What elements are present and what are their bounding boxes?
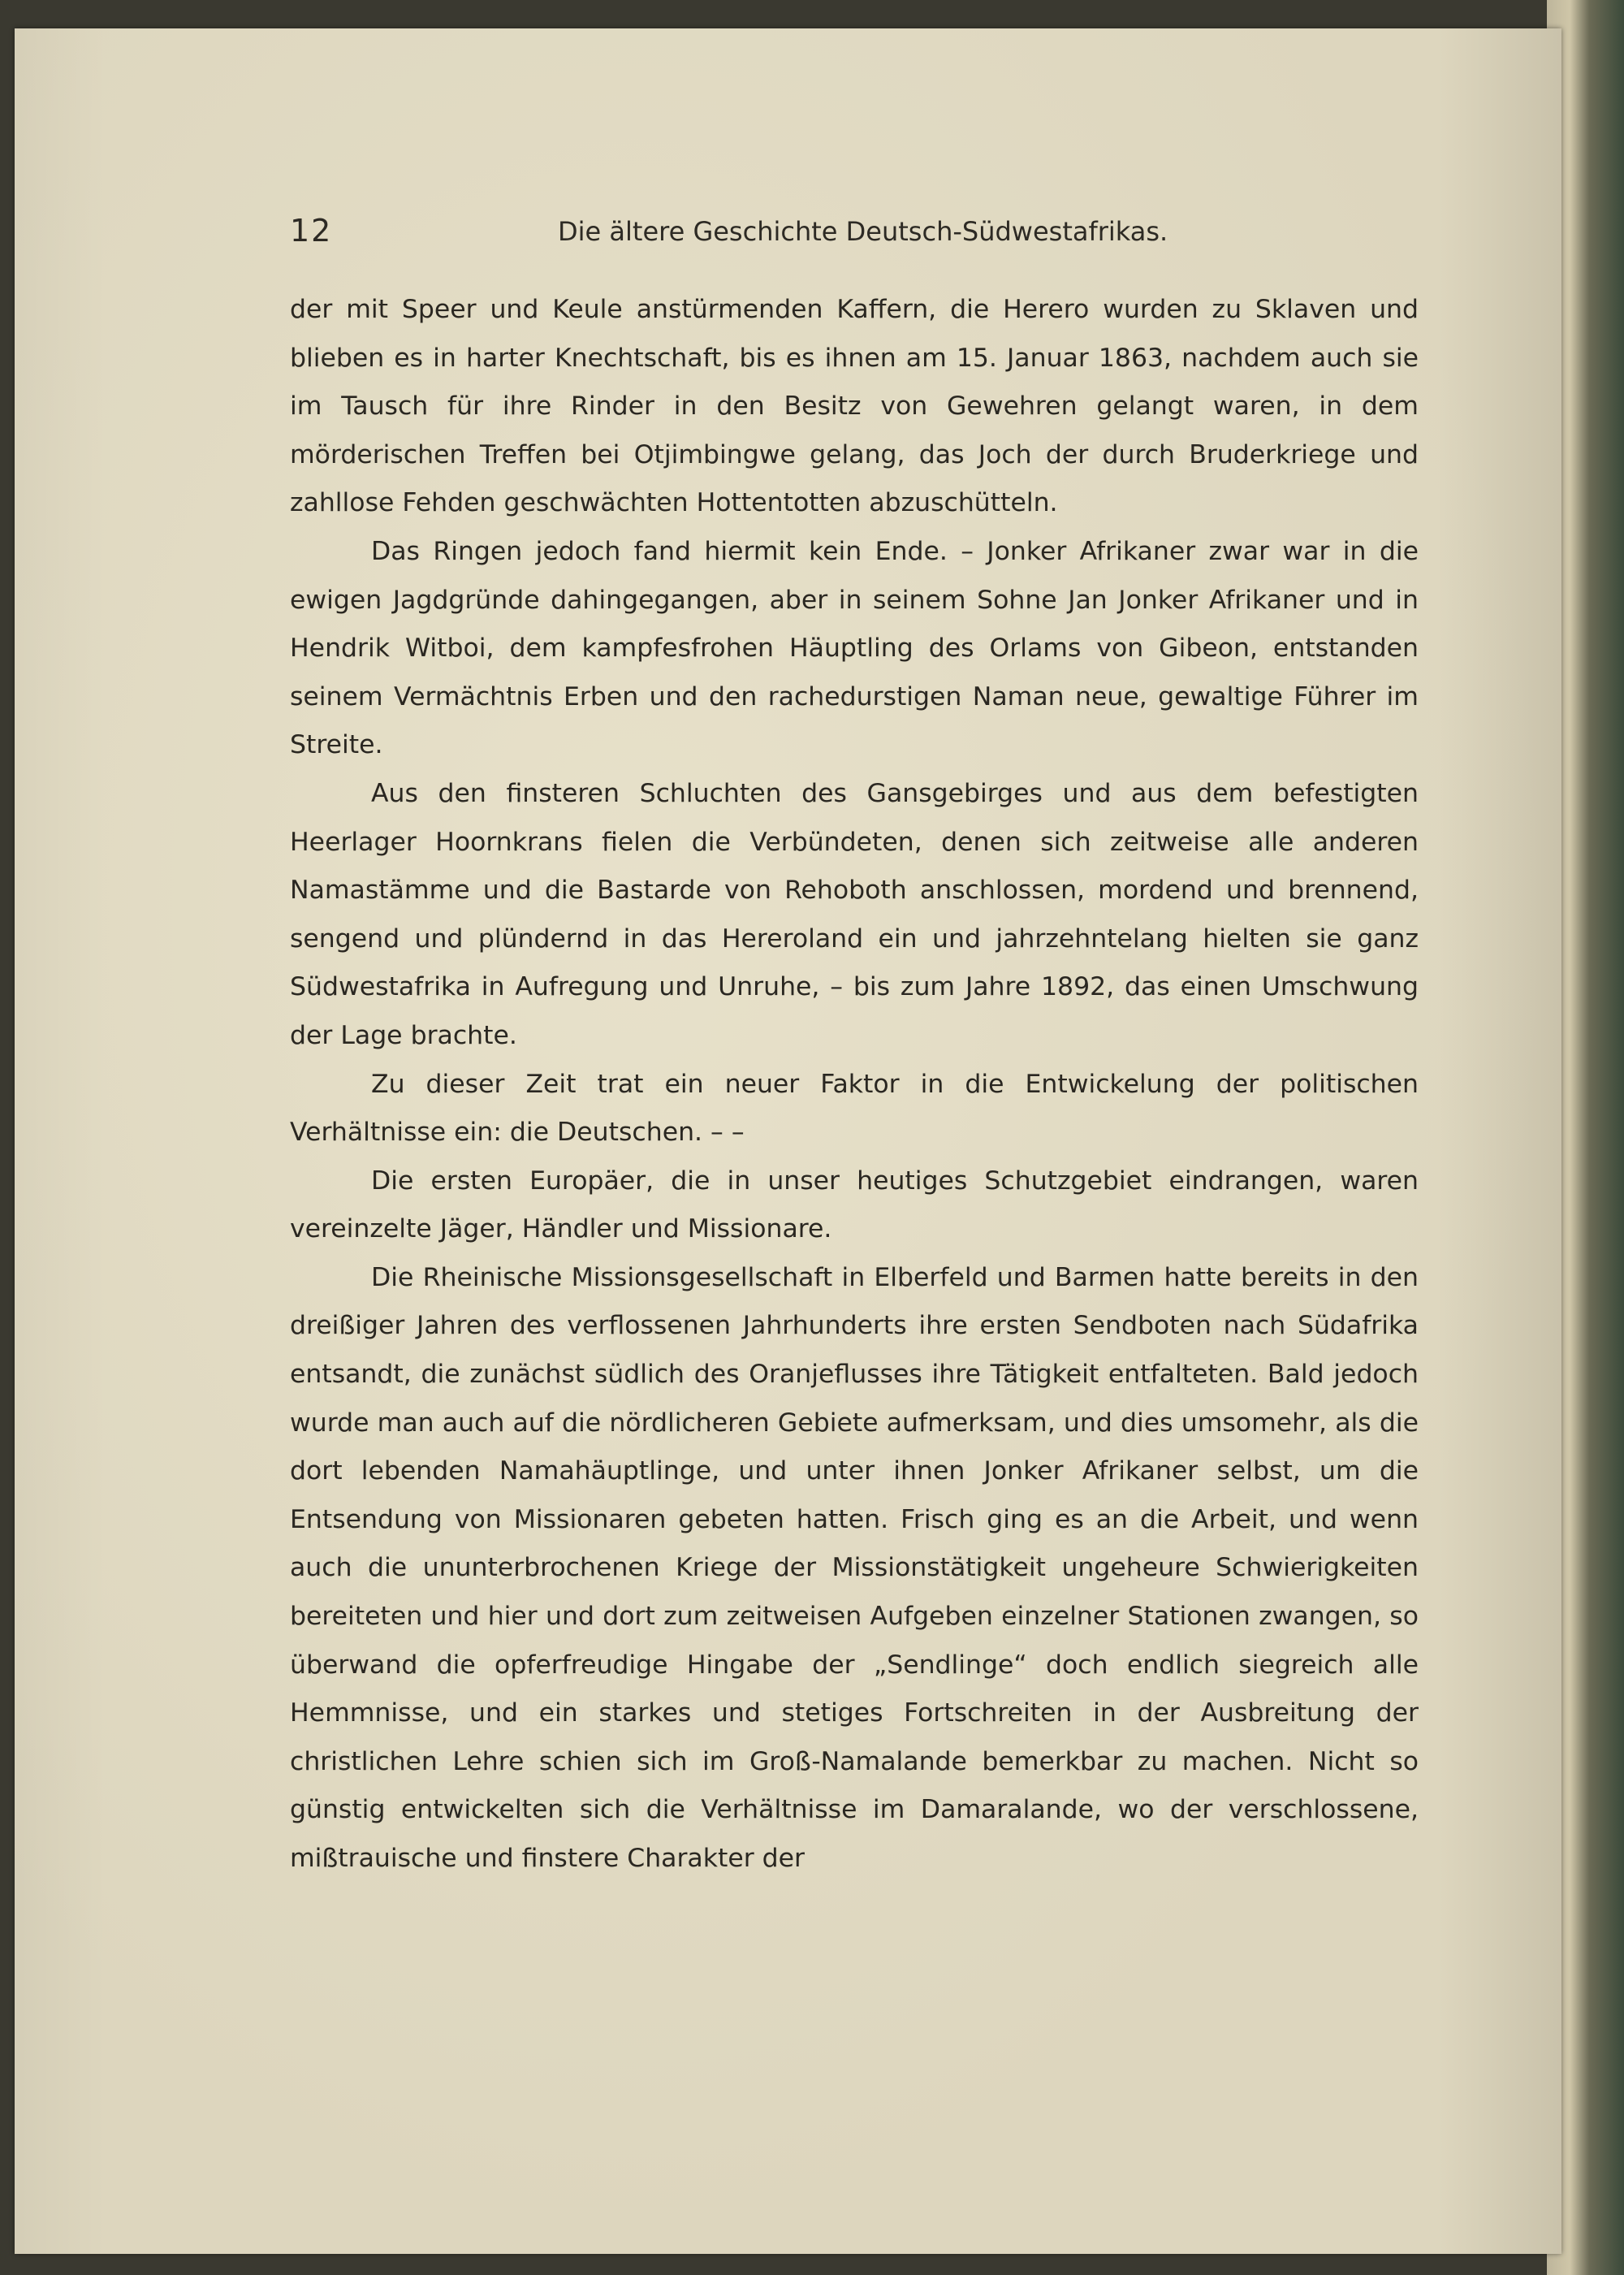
- running-title: Die ältere Geschichte Deutsch-Südwestafrikas.: [558, 216, 1168, 247]
- paragraph: Die ersten Europäer, die in unser heutiges Schutzgebiet eindrangen, waren vereinzelte Jäger, Händler und Missionare.: [290, 1166, 1419, 1244]
- page-header: [290, 213, 1419, 262]
- paragraph: Das Ringen jedoch fand hiermit kein Ende. – Jonker Afrikaner zwar war in die ewigen Jagdgründe dahingegangen, aber in seinem Sohne Jan Jonker Afrikaner und in Hendrik Witboi, dem kampfesfrohen Häuptling des Orlams von Gibeon, entstanden seinem Vermächtnis Erben und den rachedurstigen Naman neue, gewaltige Führer im Streite.: [290, 536, 1419, 760]
- paragraph: Zu dieser Zeit trat ein neuer Faktor in die Entwickelung der politischen Verhältnisse ein: die Deutschen. – –: [290, 1069, 1419, 1148]
- page-number: 12: [290, 213, 333, 249]
- paragraph-continuation: der mit Speer und Keule anstürmenden Kaffern, die Herero wurden zu Sklaven und blieben es in harter Knechtschaft, bis es ihnen am 15. Januar 1863, nachdem auch sie im Tausch für ihre Rinder in den Besitz von Gewehren gelangt waren, in dem mörderischen Treffen bei Otjimbingwe gelang, das Joch der durch Bruderkriege und zahllose Fehden geschwächten Hottentotten abzuschütteln.: [290, 295, 1419, 518]
- paragraph: Aus den finsteren Schluchten des Gansgebirges und aus dem befestigten Heerlager Hoornkrans fielen die Verbündeten, denen sich zeitweise alle anderen Namastämme und die Bastarde von Rehoboth anschlossen, mordend und brennend, sengend und plündernd in das Hereroland ein und jahrzehntelang hielten sie ganz Südwestafrika in Aufregung und Unruhe, – bis zum Jahre 1892, das einen Umschwung der Lage brachte.: [290, 778, 1419, 1050]
- paragraph: Die Rheinische Missionsgesellschaft in Elberfeld und Barmen hatte bereits in den dreißiger Jahren des verflossenen Jahrhunderts ihre ersten Sendboten nach Südafrika entsandt, die zunächst südlich des Oranjeflusses ihre Tätigkeit entfalteten. Bald jedoch wurde man auch auf die nördlicheren Gebiete aufmerksam, und dies umsomehr, als die dort lebenden Namahäuptlinge, und unter ihnen Jonker Afrikaner selbst, um die Entsendung von Missionaren gebeten hatten. Frisch ging es an die Arbeit, und wenn auch die ununterbrochenen Kriege der Missionstätigkeit ungeheure Schwierigkeiten bereiteten und hier und dort zum zeitweisen Aufgeben einzelner Stationen zwangen, so überwand die opferfreudige Hingabe der „Sendlinge“ doch endlich siegreich alle Hemmnisse, und ein starkes und stetiges Fortschreiten in der Ausbreitung der christlichen Lehre schien sich im Groß-Namalande bemerkbar zu machen. Nicht so günstig entwickelten sich die Verhältnisse im Damaralande, wo der verschlossene, mißtrauische und finstere Charakter der: [290, 1262, 1419, 1873]
- body-text: [290, 286, 1419, 1884]
